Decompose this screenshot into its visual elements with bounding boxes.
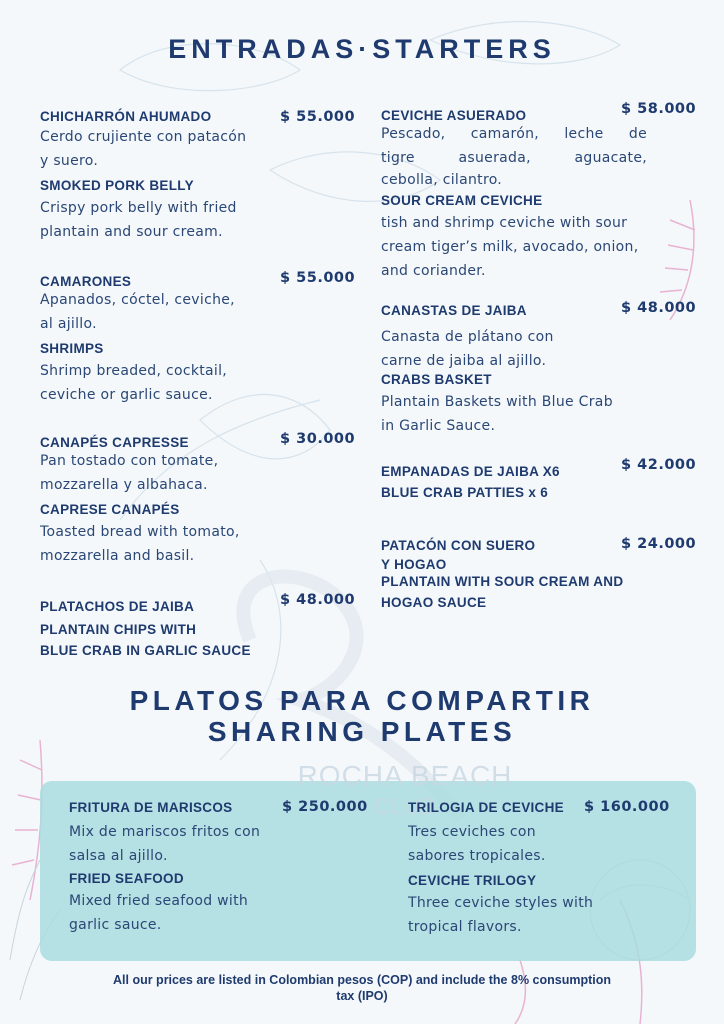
item-desc: al ajillo. xyxy=(40,316,97,332)
item-desc-en: plantain and sour cream. xyxy=(40,224,223,240)
item-desc: Cerdo crujiente con patacón xyxy=(40,129,247,145)
item-desc: Mix de mariscos fritos con xyxy=(69,824,261,840)
menu-item-chicharron xyxy=(40,106,280,244)
item-price: $ 42.000 xyxy=(621,457,697,473)
item-desc-en: garlic sauce. xyxy=(69,917,162,933)
item-name: PATACÓN CON SUERO xyxy=(381,538,536,553)
item-name-en: PLANTAIN WITH SOUR CREAM AND xyxy=(381,574,624,589)
item-desc-en: Three ceviche styles with xyxy=(408,895,594,911)
item-name-en: CRABS BASKET xyxy=(381,372,492,387)
item-desc: Canasta de plátano con xyxy=(381,329,554,345)
item-name-en: SOUR CREAM CEVICHE xyxy=(381,193,543,208)
item-desc-en: cream tiger’s milk, avocado, onion, xyxy=(381,239,639,255)
item-price: $ 160.000 xyxy=(584,799,670,815)
item-price: $ 30.000 xyxy=(280,431,356,447)
item-name: TRILOGIA DE CEVICHE xyxy=(408,800,564,815)
sharing-heading-es: PLATOS PARA COMPARTIR xyxy=(129,685,595,716)
item-name-en: SHRIMPS xyxy=(40,341,104,356)
item-desc: Pescado, camarón, leche de xyxy=(381,126,647,142)
menu-item-camarones xyxy=(40,271,280,407)
item-name: CHICHARRÓN AHUMADO xyxy=(40,109,212,124)
item-name: CANAPÉS CAPRESSE xyxy=(40,435,189,450)
watermark-line: ROCHA BEACH xyxy=(297,760,513,791)
item-desc-en: tish and shrimp ceviche with sour xyxy=(381,215,628,231)
item-name-en: BLUE CRAB IN GARLIC SAUCE xyxy=(40,643,251,658)
item-name-en: FRIED SEAFOOD xyxy=(69,871,184,886)
item-name: CAMARONES xyxy=(40,274,132,289)
item-desc: carne de jaiba al ajillo. xyxy=(381,353,547,369)
item-price: $ 55.000 xyxy=(280,109,356,125)
item-price: $ 55.000 xyxy=(280,270,356,286)
item-desc-en: Shrimp breaded, cocktail, xyxy=(40,363,228,379)
item-price: $ 58.000 xyxy=(621,101,697,117)
disclaimer-line: tax (IPO) xyxy=(336,989,388,1003)
menu-item-patacon xyxy=(381,535,651,613)
item-desc: Pan tostado con tomate, xyxy=(40,453,219,469)
item-name-en: BLUE CRAB PATTIES x 6 xyxy=(381,485,549,500)
item-price: $ 48.000 xyxy=(280,592,356,608)
starters-heading: ENTRADAS·STARTERS xyxy=(168,34,556,64)
item-desc-en: Plantain Baskets with Blue Crab xyxy=(381,394,613,410)
item-price: $ 24.000 xyxy=(621,536,697,552)
sharing-heading-en: SHARING PLATES xyxy=(207,716,517,747)
menu-item-canastas xyxy=(381,300,647,438)
item-desc-en: mozzarella and basil. xyxy=(40,548,195,564)
item-desc-en: ceviche or garlic sauce. xyxy=(40,387,213,403)
item-name: CANASTAS DE JAIBA xyxy=(381,303,527,318)
menu-item-ceviche-asuerado xyxy=(381,105,647,283)
menu-item-trilogia xyxy=(408,797,608,939)
item-desc: sabores tropicales. xyxy=(408,848,546,864)
item-desc: salsa al ajillo. xyxy=(69,848,168,864)
item-name-en: CAPRESE CANAPÉS xyxy=(40,502,180,517)
item-desc: Tres ceviches con xyxy=(408,824,536,840)
item-name: Y HOGAO xyxy=(381,557,447,572)
price-disclaimer xyxy=(60,972,664,1004)
item-name-en: SMOKED PORK BELLY xyxy=(40,178,194,193)
item-desc: Apanados, cóctel, ceviche, xyxy=(40,292,235,308)
watermark-line: CLUB xyxy=(373,794,437,819)
menu-item-canapes xyxy=(40,432,280,568)
disclaimer-line: All our prices are listed in Colombian pesos (COP) and include the 8% consumption xyxy=(113,973,611,987)
item-name: EMPANADAS DE JAIBA X6 xyxy=(381,464,560,479)
item-name-en: CEVICHE TRILOGY xyxy=(408,873,537,888)
item-desc-en: and coriander. xyxy=(381,263,486,279)
item-desc-en: tropical flavors. xyxy=(408,919,522,935)
menu-item-empanadas xyxy=(381,461,621,503)
item-desc: tigre asuerada, aguacate, xyxy=(381,150,647,166)
item-name-en: HOGAO SAUCE xyxy=(381,595,487,610)
item-desc: y suero. xyxy=(40,153,99,169)
item-name: CEVICHE ASUERADO xyxy=(381,108,527,123)
item-name: FRITURA DE MARISCOS xyxy=(69,800,233,815)
item-desc-en: Crispy pork belly with fried xyxy=(40,200,237,216)
item-price: $ 250.000 xyxy=(282,799,368,815)
item-desc-en: Toasted bread with tomato, xyxy=(40,524,240,540)
item-name-en: PLANTAIN CHIPS WITH xyxy=(40,622,197,637)
menu-item-platachos xyxy=(40,596,300,661)
menu-item-fritura xyxy=(69,797,289,937)
item-desc: mozzarella y albahaca. xyxy=(40,477,208,493)
item-desc: cebolla, cilantro. xyxy=(381,172,503,188)
item-name: PLATACHOS DE JAIBA xyxy=(40,599,195,614)
item-price: $ 48.000 xyxy=(621,300,697,316)
item-desc-en: in Garlic Sauce. xyxy=(381,418,496,434)
item-desc-en: Mixed fried seafood with xyxy=(69,893,249,909)
